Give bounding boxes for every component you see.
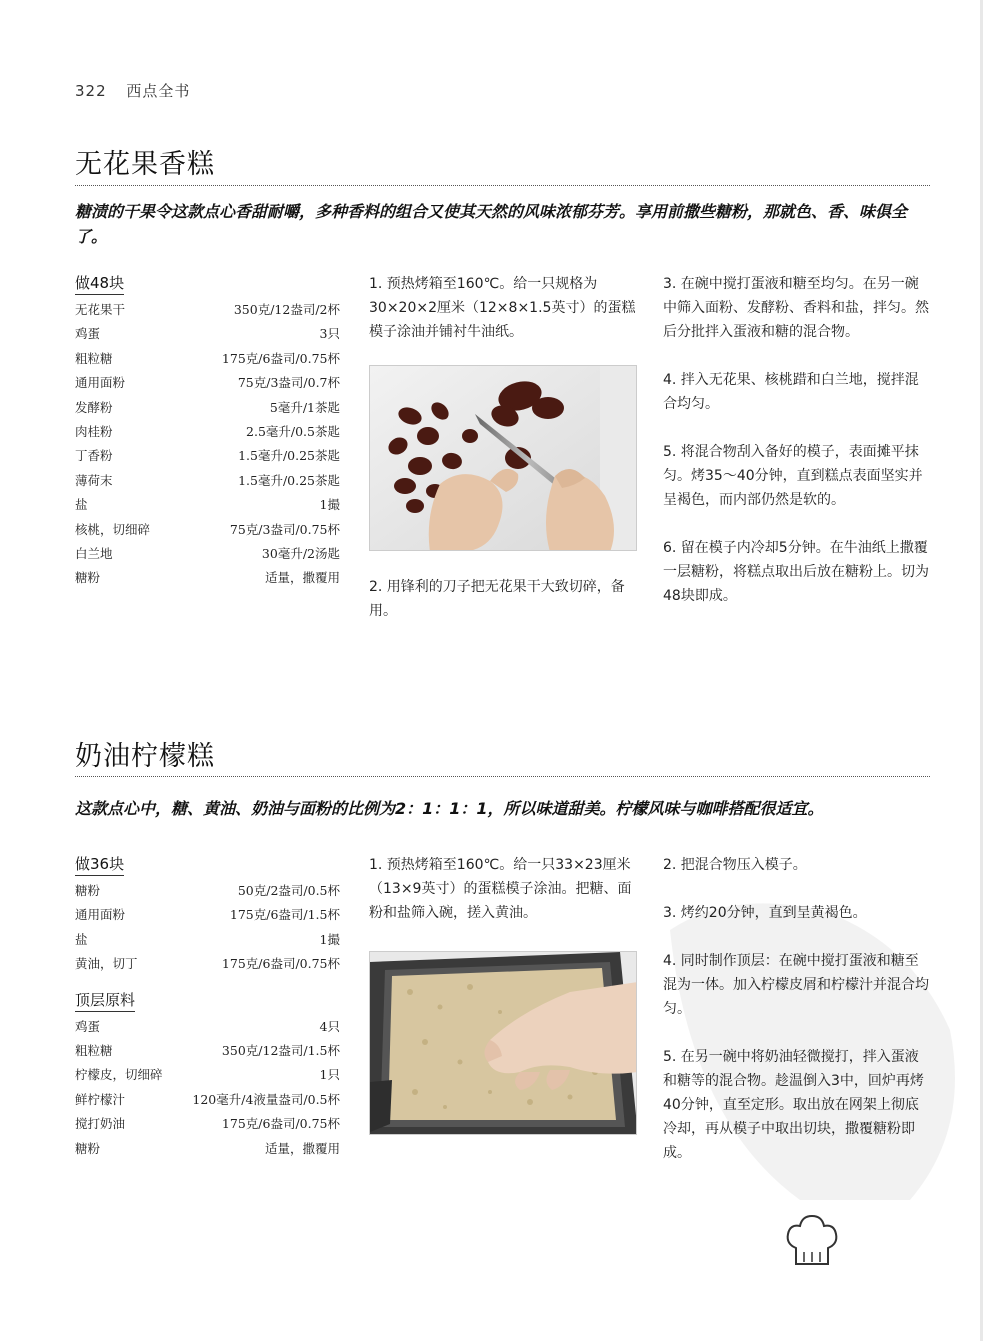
page-number: 322: [75, 82, 107, 100]
recipe-title-fig-cake: 无花果香糕: [75, 149, 215, 180]
ingredient-amount: 1.5毫升/0.25茶匙: [238, 472, 340, 488]
ingredient-amount: 75克/3盎司/0.75杯: [229, 521, 340, 537]
ingredient-name: 白兰地: [75, 545, 113, 561]
ingredient-name: 鲜柠檬汁: [75, 1091, 126, 1107]
ingredient-amount: 适量，撒覆用: [264, 1140, 340, 1156]
ingredient-name: 搅打奶油: [75, 1116, 126, 1132]
book-title: 西点全书: [126, 82, 191, 100]
ingredient-row: [75, 879, 340, 903]
ingredient-amount: 175克/6盎司/0.75杯: [221, 956, 340, 972]
ingredient-row: [75, 566, 340, 590]
ingredient-row: [75, 396, 340, 420]
ingredient-list: [75, 272, 340, 591]
topping-rows: [75, 1015, 340, 1161]
topping-label: 顶层原料: [75, 989, 135, 1012]
running-header: [75, 80, 190, 101]
method-column-left: [369, 853, 637, 949]
ingredient-amount: 30毫升/2汤匙: [261, 545, 340, 561]
ingredient-row: [75, 1112, 340, 1136]
ingredient-name: 鸡蛋: [75, 326, 101, 342]
watermark-stamp: [650, 870, 970, 1210]
ingredient-amount: 120毫升/4液量盎司/0.5杯: [192, 1091, 340, 1107]
ingredient-row: [75, 347, 340, 371]
ingredient-name: 通用面粉: [75, 375, 126, 391]
ingredient-row: [75, 298, 340, 322]
method-column-left-lower: [369, 575, 637, 647]
ingredient-row: [75, 928, 340, 952]
ingredient-row: [75, 1063, 340, 1087]
ingredient-name: 粗粒糖: [75, 1042, 113, 1058]
ingredient-amount: 350克/12盎司/1.5杯: [221, 1042, 340, 1058]
photo-pressing-crust: [369, 951, 637, 1135]
ingredient-row: [75, 444, 340, 468]
ingredient-rows: [75, 298, 340, 591]
ingredient-row: [75, 542, 340, 566]
ingredient-name: 糖粉: [75, 570, 101, 586]
method-step: 6. 留在模子内冷却5分钟。在牛油纸上撒覆一层糖粉，将糕点取出后放在糖粉上。切为48块即成。: [663, 540, 929, 604]
ingredient-amount: 5毫升/1茶匙: [269, 399, 340, 415]
ingredient-row: [75, 1137, 340, 1161]
ingredient-name: 肉桂粉: [75, 423, 113, 439]
ingredient-row: [75, 371, 340, 395]
ingredient-amount: 175克/6盎司/0.75杯: [221, 350, 340, 366]
photo-illustration: [370, 366, 637, 551]
ingredient-row: [75, 903, 340, 927]
yield-label: 做48块: [75, 272, 124, 295]
method-step: 4. 拌入无花果、核桃踖和白兰地，搅拌混合均匀。: [663, 372, 919, 412]
ingredient-name: 通用面粉: [75, 907, 126, 923]
ingredient-name: 核桃，切细碎: [75, 521, 151, 537]
yield-label: 做36块: [75, 853, 124, 876]
method-step: 2. 把混合物压入模子。: [663, 857, 807, 873]
ingredient-row: [75, 518, 340, 542]
recipe-title-lemon-cake: 奶油柠檬糕: [75, 741, 215, 772]
ingredient-amount: 1只: [319, 1067, 340, 1083]
ingredient-amount: 3只: [319, 326, 340, 342]
ingredient-amount: 175克/6盎司/1.5杯: [229, 907, 340, 923]
ingredient-amount: 1.5毫升/0.25茶匙: [238, 448, 340, 464]
chef-hat-icon: [784, 1212, 840, 1270]
ingredient-rows: [75, 879, 340, 977]
ingredient-amount: 2.5毫升/0.5茶匙: [246, 423, 340, 439]
photo-chopping-figs: [369, 365, 637, 551]
method-column-right: [663, 272, 931, 632]
ingredient-amount: 75克/3盎司/0.7杯: [237, 375, 340, 391]
title-divider: [75, 776, 930, 777]
recipe-intro: 这款点心中，糖、黄油、奶油与面粉的比例为2：1：1：1，所以味道甜美。柠檬风味与咖啡搭配很适宜。: [75, 799, 824, 818]
ingredient-name: 盐: [75, 931, 88, 947]
method-step: 2. 用锋利的刀子把无花果干大致切碎，备用。: [369, 579, 625, 619]
method-step: 1. 预热烤箱至160℃。给一只33×23厘米（13×9英寸）的蛋糕模子涂油。把糖、面粉和盐筛入碗，搓入黄油。: [369, 857, 632, 921]
ingredient-name: 薄荷末: [75, 472, 113, 488]
ingredient-amount: 50克/2盎司/0.5杯: [237, 883, 340, 898]
ingredient-row: [75, 469, 340, 493]
ingredient-row: [75, 952, 340, 976]
ingredient-amount: 适量，撒覆用: [264, 570, 340, 586]
ingredient-amount: 4只: [319, 1018, 340, 1034]
ingredient-name: 糖粉: [75, 883, 101, 898]
ingredient-name: 盐: [75, 497, 88, 513]
recipe-intro: 糖渍的干果令这款点心香甜耐嚼，多种香料的组合又使其天然的风味浓郁芬芳。享用前撒些糖粉，那就色、香、味俱全了。: [75, 202, 908, 246]
ingredient-row: [75, 1039, 340, 1063]
ingredient-name: 粗粒糖: [75, 350, 113, 366]
ingredient-amount: 1撮: [319, 931, 340, 947]
ingredient-list: [75, 853, 340, 1161]
ingredient-name: 黄油，切丁: [75, 956, 138, 972]
ingredient-row: [75, 322, 340, 346]
ingredient-name: 丁香粉: [75, 448, 113, 464]
method-step: 3. 在碗中搅打蛋液和糖至均匀。在另一碗中筛入面粉、发酵粉、香料和盐，拌匀。然后分批拌入蛋液和糖的混合物。: [663, 276, 929, 340]
ingredient-name: 发酵粉: [75, 399, 113, 415]
method-step: 5. 在另一碗中将奶油轻微搅打，拌入蛋液和糖等的混合物。趁温倒入3中，回炉再烤40分钟，直至定形。取出放在网架上彻底冷却，再从模子中取出切块，撒覆糖粉即成。: [663, 1049, 924, 1161]
method-step: 4. 同时制作顶层：在碗中搅打蛋液和糖至混为一体。加入柠檬皮屑和柠檬汁并混合均匀。: [663, 953, 929, 1017]
method-step: 3. 烤约20分钟，直到呈黄褐色。: [663, 905, 867, 921]
method-step: 5. 将混合物刮入备好的模子，表面摊平抹匀。烤35～40分钟，直到糕点表面坚实并呈褐色，而内部仍然是软的。: [663, 444, 923, 508]
title-divider: [75, 185, 930, 186]
method-column-left: [369, 272, 637, 368]
ingredient-name: 糖粉: [75, 1140, 101, 1156]
ingredient-row: [75, 1015, 340, 1039]
photo-illustration: [370, 952, 637, 1135]
ingredient-row: [75, 493, 340, 517]
ingredient-amount: 350克/12盎司/2杯: [233, 302, 340, 317]
ingredient-name: 鸡蛋: [75, 1018, 101, 1034]
method-step: 1. 预热烤箱至160℃。给一只规格为30×20×2厘米（12×8×1.5英寸）的蛋糕模子涂油并铺衬牛油纸。: [369, 276, 636, 340]
ingredient-name: 柠檬皮，切细碎: [75, 1067, 163, 1083]
ingredient-name: 无花果干: [75, 302, 126, 317]
ingredient-row: [75, 1088, 340, 1112]
ingredient-amount: 175克/6盎司/0.75杯: [221, 1116, 340, 1132]
ingredient-row: [75, 420, 340, 444]
ingredient-amount: 1撮: [319, 497, 340, 513]
